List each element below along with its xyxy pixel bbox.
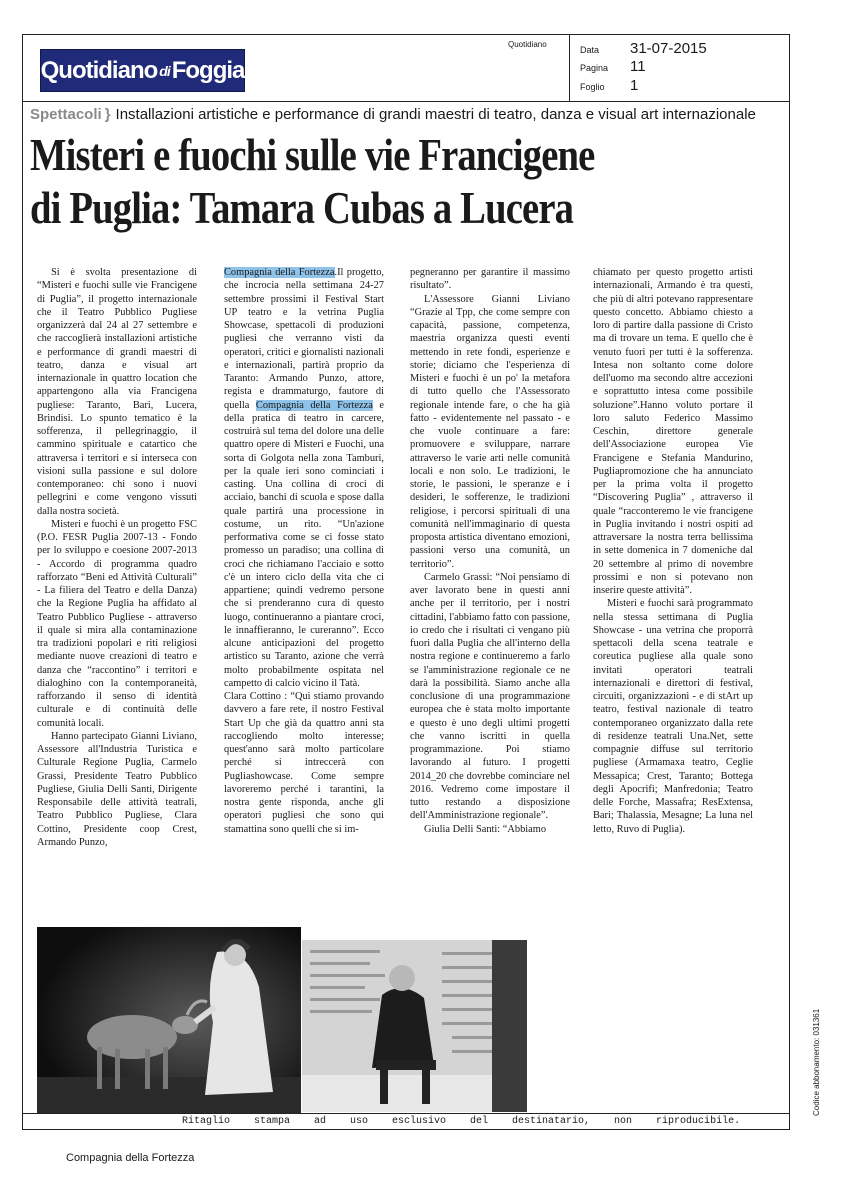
col3-paragraph-2: L'Assessore Gianni Liviano “Grazie al Tpp, che come sempre con capacità, passione, competenza, maestria organizza questi eventi mettendo in rete fondi, esperienze e storie; diciamo che l'esperienza di Misteri e fuochi è un po' la metafora di tutto quello che l'Assessorato regionale intende fare, o che ha già fatto - evidentemente nel passato - e che vuole continuare a fare: promuovere e sviluppare, narrare attraverso le varie arti nelle comunità locali e non solo. Le tradizioni, le storie, le passioni, le speranze e i desideri, le sofferenze, le tradizioni religiose, i percorsi spirituali di una comunità nell'immaginario di questa proposta artistica diventano emozioni, passioni verso una comunità, un territorio”. xyxy=(410,293,570,570)
metadata-box xyxy=(570,34,790,102)
performer-goat-image xyxy=(37,927,301,1114)
col1-paragraph-3: Hanno partecipato Gianni Liviano, Assessore all'Industria Turistica e Culturale Regione Puglia, Carmelo Grassi, Presidente Teatro Pubblico Pugliese, Giulia Delli Santi, Dirigente Responsabile delle attività teatrali, Teatro Pubblico Pugliese, Clara Cottino, Presidente coop Crest, Armando Punzo, xyxy=(37,730,197,848)
col2-text-a: .Il progetto, che incrocia nella settimana 24-27 settembre prossimi il Festival Start UP teatro e la vetrina Puglia Showcase, spettacoli di produzioni pugliesi che verranno visti da operatori, critici e giornalisti nazionali e internazionali, partirà proprio da Taranto: Armando Punzo, attore, regista e drammaturgo, fautore di quella xyxy=(224,267,384,411)
article-headline xyxy=(30,128,668,234)
pagina-label: Pagina xyxy=(580,63,609,73)
col2-text-b: e della pratica di teatro in carcere, costruirà sul tema del dolore una delle quattro opere di Misteri e Fuochi, una sorta di Golgota nella zona Tamburi, per la quale ieri sono cominciati i casting. Una collina di croci di acciaio, banchi di scuola e spose dalla quale partirà una processione in costume, un rito. “Un'azione performativa come se ci fosse stato promesso un paradiso; una collina di croci che richiamano l'acciaio e sotto c'è un intero ciclo della vita che ci appartiene; quindi vedremo persone che si prenderanno cura di questo luogo, continueranno a piantare croci, le innaffieranno, le cureranno”. Ecco alcune anticipazioni del progetto artistico su Taranto, azione che verrà molto probabilmente ospitata nel campetto di calcio vicino il Tatà. xyxy=(224,399,384,689)
foglio-label: Foglio xyxy=(580,82,605,92)
meta-data-row xyxy=(580,40,707,57)
foglio-value: 1 xyxy=(630,77,639,94)
logo-city: Foggia xyxy=(171,56,245,84)
col3-paragraph-1: pegneranno per garantire il massimo risultato”. xyxy=(410,267,570,292)
pagina-value: 11 xyxy=(630,58,646,75)
logo-main: Quotidiano xyxy=(40,56,158,84)
highlight-compagnia-1: Compagnia della Fortezza xyxy=(224,267,335,278)
highlight-compagnia-2: Compagnia della Fortezza xyxy=(255,399,373,411)
quotidiano-label: Quotidiano xyxy=(508,40,547,49)
footer-company: Compagnia della Fortezza xyxy=(66,1152,195,1164)
col2-paragraph-2: Clara Cottino : “Qui stiamo provando davvero a fare rete, il nostro Festival Start Up che già da quattro anni sta raccogliendo molto interesse; quest'anno sarà molto particolare perché si intreccerà con Pugliashowcase. Come sempre lavoreremo perché i tarantini, la nostra gente risponda, anche gli operatori pugliesi che sono qui stamattina sono quelli che si im- xyxy=(224,691,384,835)
meta-pagina-row xyxy=(580,58,646,75)
article-column-1 xyxy=(37,266,197,849)
data-value: 31-07-2015 xyxy=(630,40,707,57)
headline-line-1: Misteri e fuochi sulle vie Francigene xyxy=(30,129,595,180)
photo-performer-with-goat xyxy=(37,927,301,1114)
col4-paragraph-2: Misteri e fuochi sarà programmato nella stessa settimana di Puglia Showcase - una vetrina che proporrà spettacoli della scena teatrale e coreutica pugliese alla quale sono invitati operatori teatrali internazionali e direttori di festival, circuiti, organizzazioni - e di stArt up teatro, festival nazionale di teatro contemporaneo organizzato dalla rete di residenze teatrali Una.Net, sette compagnie diffuse sul territorio pugliese (Armamaxa teatro, Ceglie Messapica; Crest, Taranto; Bottega degli Apocrifi; Manfredonia; Teatro delle Forche, Massafra; ResExtensa, Bari; Thalassia, Mesagne; La luna nel letto, Ruvo di Puglia). xyxy=(593,598,753,835)
clipping-notice: Ritaglio stampa ad uso esclusivo del destinatario, non riproducibile. xyxy=(182,1116,741,1127)
article-column-2 xyxy=(224,266,384,836)
subscription-code: Codice abbonamento: 031361 xyxy=(812,1008,821,1116)
col2-paragraph-1 xyxy=(224,266,384,690)
article-column-3 xyxy=(410,266,570,836)
kicker-text: Installazioni artistiche e performance di grandi maestri di teatro, danza e visual art internazionale xyxy=(115,106,756,123)
col1-paragraph-2: Misteri e fuochi è un progetto FSC (P.O. FESR Puglia 2007-13 - Fondo per lo sviluppo e coesione 2007-2013 - Accordo di programma quadro rafforzato “Beni ed Attività Culturali” - La filiera del Teatro e della Danza) che la Regione Puglia ha affidato al Teatro Pubblico Pugliese - attraverso il quale si mira alla contaminazione tra tradizioni popolari e riti religiosi mediante nuove creazioni di teatro e danza che “raccontino” i territori e dialoghino con la contemporaneità, rafforzando il senso di identità culturale e di continuità delle comunità locali. xyxy=(37,518,197,729)
newspaper-logo xyxy=(40,49,245,92)
headline-line-2: di Puglia: Tamara Cubas a Lucera xyxy=(30,182,574,233)
article-kicker xyxy=(30,106,786,123)
col4-paragraph-1: chiamato per questo progetto artisti internazionali, Armando è tra questi, che più di altri potevano rappresentare questo concetto. Abbiamo chiesto a loro di partire dalla passione di Cristo ma di trovare un tema. E quello che è venuto fuori per tutti è la sofferenza. Intesa non soltanto come dolore dell'uomo ma secondo altre accezioni e soprattutto intesa come possibile soluzione”.Hanno voluto portare il loro saluto Federico Massimo Ceschin, direttore generale dell'Associazione europea Vie Francigene e Stefania Mandurino, Pugliapromozione che ha annunciato per la prima volta il progetto “Discovering Puglia” , attraverso il quale “racconteremo le vie francigene in Puglia invitando i nostri ospiti ad attraversare la nostra terra bellissima in sette domenica in 7 domeniche dal 20 settembre al primo di novembre prossimi e non si potevano non inserire queste attività”. xyxy=(593,267,753,596)
article-column-4 xyxy=(593,266,753,836)
meta-foglio-row xyxy=(580,77,638,94)
col3-paragraph-3: Carmelo Grassi: “Noi pensiamo di aver lavorato bene in questi anni anche per il territorio, per i nostri cittadini, l'abbiamo fatto con passione, io credo che i risultati ci vengano più fuori dalla Puglia che all'interno della nostra regione e continueremo a farlo se l'amministrazione regionale ce ne darà la possibilità. Siamo anche alla conclusione di una programmazione europea che è stata molto importante e questo è uno degli ultimi progetti che vanno iscritti in quella programmazione. Poi stiamo lavorando al futuro. I progetti 2014_20 che dovrebbe cominciare nel 2016. Vedremo come impostare il tutto restando a disposizione dell'Amministrazione regionale”. xyxy=(410,571,570,822)
section-brace-icon: } xyxy=(104,106,111,123)
photo-seated-man xyxy=(302,940,527,1112)
col1-paragraph-1: Si è svolta presentazione di “Misteri e fuochi sulle vie Francigene di Puglia”, il progetto internazionale che il Teatro Pubblico Pugliese organizzerà dal 24 al 27 settembre e che raccoglierà installazioni artistiche e performance di grandi maestri di teatro, danza e visual art internazionale in quattro location che appartengono alla via Francigena pugliese: Taranto, Bari, Lucera, Brindisi. Lo spunto tematico è la sofferenza, il pellegrinaggio, il cammino spirituale e catartico che attraversa i territori e si interseca con visioni sulla passione e sul dolore contemporaneo: chi sono i nuovi pellegrini e come vengono vissuti dalla nostra società. xyxy=(37,267,197,517)
seated-man-image xyxy=(302,940,527,1112)
logo-di: di xyxy=(159,62,170,79)
col3-paragraph-4: Giulia Delli Santi: “Abbiamo xyxy=(424,823,547,835)
section-label: Spettacoli xyxy=(30,106,102,123)
clipping-notice-bar xyxy=(22,1113,790,1130)
data-label: Data xyxy=(580,45,600,55)
